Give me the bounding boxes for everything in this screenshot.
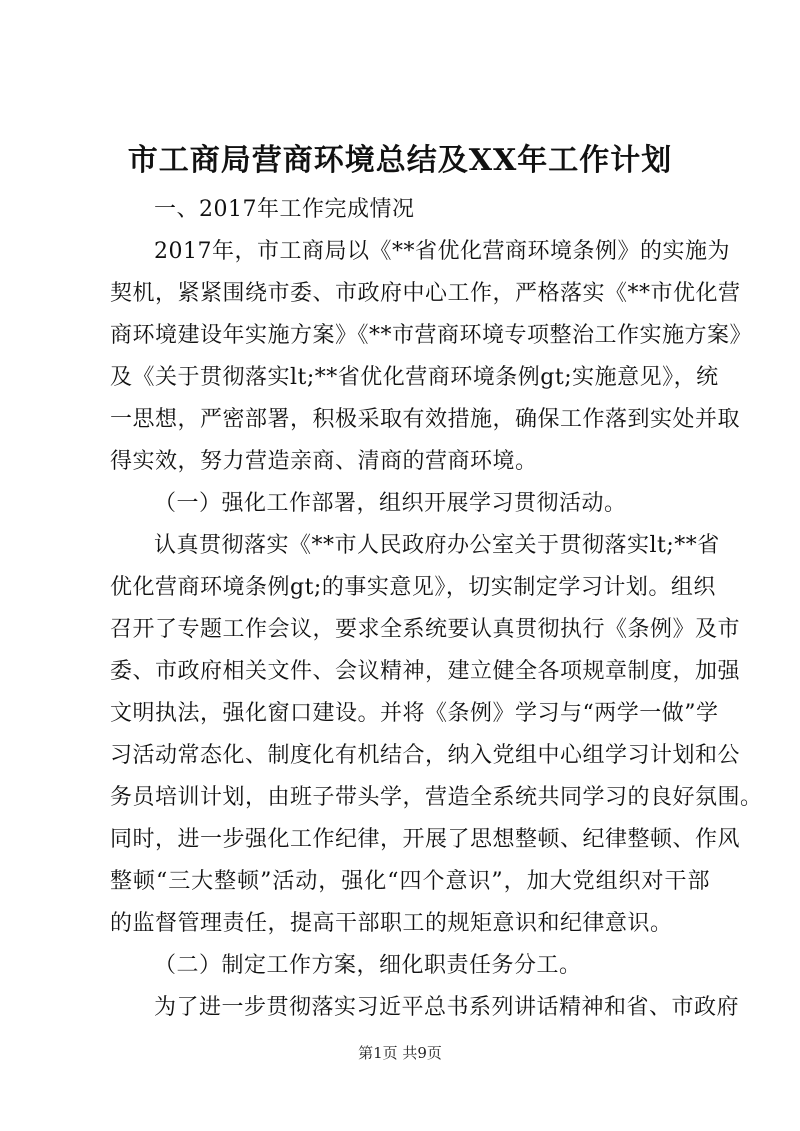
page-number: 第1页 共9页 <box>358 1044 442 1062</box>
paragraph-line: 委、市政府相关文件、会议精神，建立健全各项规章制度，加强 <box>110 659 741 684</box>
paragraph-line: 一思想，严密部署，积极采取有效措施，确保工作落到实处并取 <box>110 407 741 432</box>
paragraph-line: 文明执法，强化窗口建设。并将《条例》学习与“两学一做”学 <box>110 701 719 726</box>
section-heading: 一、2017年工作完成情况 <box>154 197 415 222</box>
subsection-heading: （一）强化工作部署，组织开展学习贯彻活动。 <box>154 491 627 516</box>
paragraph-line: 2017年，市工商局以《**省优化营商环境条例》的实施为 <box>154 239 730 264</box>
paragraph-line: 优化营商环境条例gt;的事实意见》，切实制定学习计划。组织 <box>110 575 716 600</box>
paragraph-line: 同时，进一步强化工作纪律，开展了思想整顿、纪律整顿、作风 <box>110 827 741 852</box>
subsection-heading: （二）制定工作方案，细化职责任务分工。 <box>154 953 582 978</box>
document-body <box>110 189 763 1029</box>
paragraph-line: 为了进一步贯彻落实习近平总书系列讲话精神和省、市政府 <box>154 995 740 1020</box>
paragraph-line: 契机，紧紧围绕市委、市政府中心工作，严格落实《**市优化营 <box>110 281 741 306</box>
paragraph-line: 得实效，努力营造亲商、清商的营商环境。 <box>110 449 538 474</box>
paragraph-line: 商环境建设年实施方案》《**市营商环境专项整治工作实施方案》 <box>110 323 753 348</box>
paragraph-line: 务员培训计划，由班子带头学，营造全系统共同学习的良好氛围。 <box>110 785 763 810</box>
paragraph-line: 的监督管理责任，提高干部职工的规矩意识和纪律意识。 <box>110 911 673 936</box>
paragraph-line: 整顿“三大整顿”活动，强化“四个意识”，加大党组织对干部 <box>110 869 710 894</box>
paragraph-line: 召开了专题工作会议，要求全系统要认真贯彻执行《条例》及市 <box>110 617 741 642</box>
paragraph-line: 及《关于贯彻落实lt;**省优化营商环境条例gt;实施意见》，统 <box>110 365 719 390</box>
document-title: 市工商局营商环境总结及XX年工作计划 <box>127 143 673 178</box>
paragraph-line: 认真贯彻落实《**市人民政府办公室关于贯彻落实lt;**省 <box>154 533 720 558</box>
paragraph-line: 习活动常态化、制度化有机结合，纳入党组中心组学习计划和公 <box>110 743 741 768</box>
